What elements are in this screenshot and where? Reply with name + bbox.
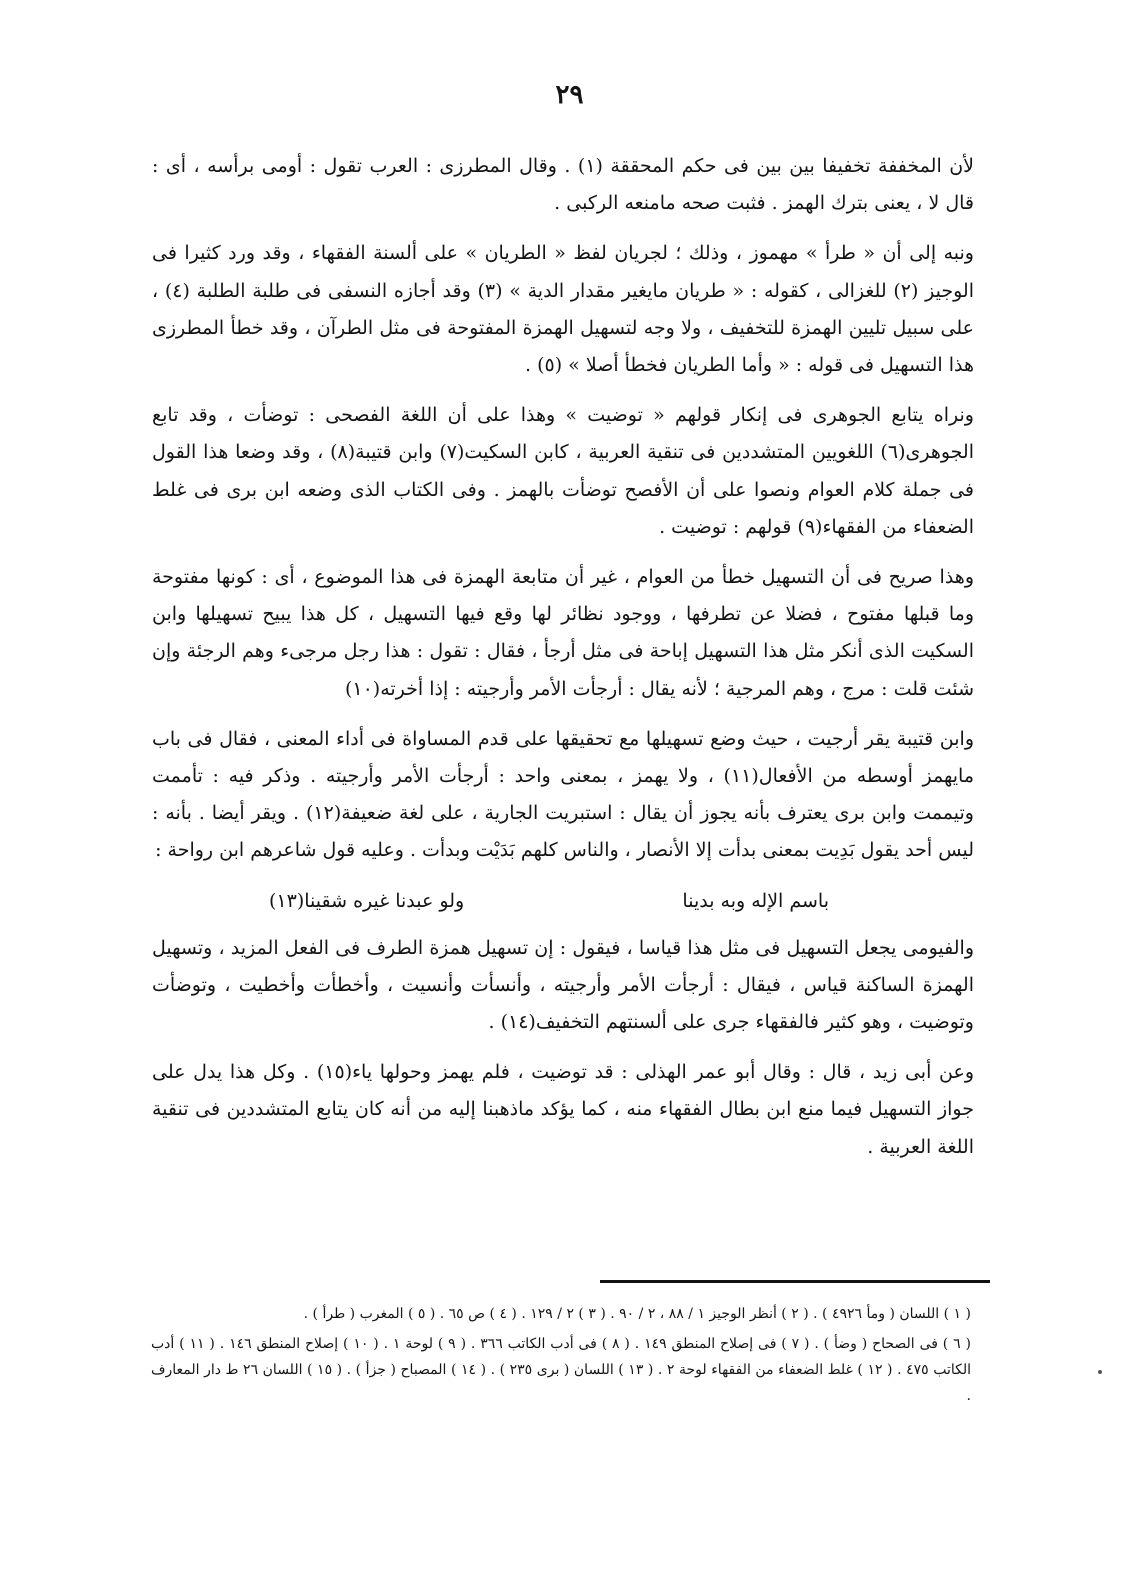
- footnote-group-1: ( ١ ) اللسان ( ومأ ٤٩٢٦ ) . ( ٢ ) أنظر الوجيز ١ / ٨٨ ، ٢ / ٩٠ . ( ٣ ) ٢ / ١٢٩ . ( ٤ ) ص ٦٥ . ( ٥ ) المغرب ( طرأ ) .: [303, 1306, 971, 1322]
- scan-speck: [1098, 1370, 1102, 1374]
- page-number: ٢٩: [555, 80, 584, 110]
- footnote-separator: [600, 1280, 990, 1283]
- paragraph-2: ونبه إلى أن « طرأ » مهموز ، وذلك ؛ لجريان لفظ « الطريان » على ألسنة الفقهاء ، وقد ورد كثيرا فى الوجيز (٢) للغزالى ، كقوله : « طريان مايغير مقدار الدية » (٣) وقد أجازه النسفى فى طلبة الطلبة (٤) ، على سبيل تليين الهمزة للتخفيف ، ولا وجه لتسهيل الهمزة المفتوحة فى مثل الطرآن ، وقد خطأ المطرزى هذا التسهيل فى قوله : « وأما الطريان فخطأ أصلا » (٥) .: [152, 242, 974, 377]
- verse-second-hemistich: ولو عبدنا غيره شقينا(١٣): [269, 889, 465, 912]
- verse-first-hemistich: باسم الإله وبه بدينا: [682, 889, 829, 912]
- paragraph-7: وعن أبى زيد ، قال : وقال أبو عمر الهذلى : قد توضيت ، فلم يهمز وحولها ياء(١٥) . وكل هذا يدل على جواز التسهيل فيما منع ابن بطال الفقهاء منه ، كما يؤكد ماذهبنا إليه من أنه كان يتابع المتشددين فى تنقية اللغة العربية .: [152, 1061, 975, 1158]
- footnotes: [151, 1301, 971, 1413]
- paragraph-6: والفيومى يجعل التسهيل فى مثل هذا قياسا ، فيقول : إن تسهيل همزة الطرف فى الفعل المزيد ، وتسهيل الهمزة الساكنة قياس ، فيقال : أرجأت الأمر وأرجيته ، وأنسأت وأنسيت ، وأخطأت وأخطيت ، وتوضأت وتوضيت ، وهو كثير فالفقهاء جرى على ألسنتهم التخفيف(١٤) .: [152, 936, 974, 1034]
- body-text: [152, 148, 974, 1179]
- footnote-group-2: ( ٦ ) فى الصحاح ( وضأ ) . ( ٧ ) فى إصلاح المنطق ١٤٩ . ( ٨ ) فى أدب الكاتب ٣٦٦ . ( ٩ ) لوحة ١ . ( ١٠ ) إصلاح المنطق ١٤٦ . ( ١١ ) أدب الكاتب ٤٧٥ . ( ١٢ ) غلط الضعفاء من الفقهاء لوحة ٢ . ( ١٣ ) اللسان ( برى ٢٣٥ ) . ( ١٤ ) المصباح ( جزأ ) . ( ١٥ ) اللسان ٢٦ ط دار المعارف .: [151, 1336, 971, 1404]
- paragraph-5: وابن قتيبة يقر أرجيت ، حيث وضع تسهيلها مع تحقيقها على قدم المساواة فى أداء المعنى ، فقال فى باب مايهمز أوسطه من الأفعال(١١) ، ولا يهمز ، بمعنى واحد : أرجأت الأمر وأرجيته . وذكر فيه : تأممت وتيممت وابن برى يعترف بأنه يجوز أن يقال : استبريت الجارية ، على لغة ضعيفة(١٢) . ويقر أيضا . بأنه : ليس أحد يقول بَدِيت بمعنى بدأت إلا الأنصار ، والناس كلهم بَدَيْت وبدأت . وعليه قول شاعرهم ابن رواحة :: [152, 727, 974, 862]
- paragraph-1: لأن المخففة تخفيفا بين بين فى حكم المحققة (١) . وقال المطرزى : العرب تقول : أومى برأسه ، أى : قال لا ، يعنى بترك الهمز . فثبت صحه مامنعه الركبى .: [152, 155, 974, 215]
- paragraph-3: ونراه يتابع الجوهرى فى إنكار قولهم « توضيت » وهذا على أن اللغة الفصحى : توضأت ، وقد تابع الجوهرى(٦) اللغويين المتشددين فى تنقية العربية ، كابن السكيت(٧) وابن قتيبة(٨) ، وقد وضعا هذا القول فى جملة كلام العوام ونصوا على أن الأفصح توضأت بالهمز . وفى الكتاب الذى وضعه ابن برى فى غلط الضعفاء من الفقهاء(٩) قولهم : توضيت .: [152, 404, 974, 538]
- paragraph-4: وهذا صريح فى أن التسهيل خطأ من العوام ، غير أن متابعة الهمزة فى هذا الموضوع ، أى : كونها مفتوحة وما قبلها مفتوح ، فضلا عن تطرفها ، ووجود نظائر لها وقع فيها التسهيل ، كل هذا يبيح تسهيلها وابن السكيت الذى أنكر مثل هذا التسهيل إباحة فى مثل أرجأ ، فقال : تقول : هذا رجل مرجىء وهم الرجئة وإن شئت قلت : مرج ، وهم المرجية ؛ لأنه يقال : أرجأت الأمر وأرجيته : إذا أخرته(١٠): [152, 566, 974, 700]
- poem-verse: [269, 883, 829, 920]
